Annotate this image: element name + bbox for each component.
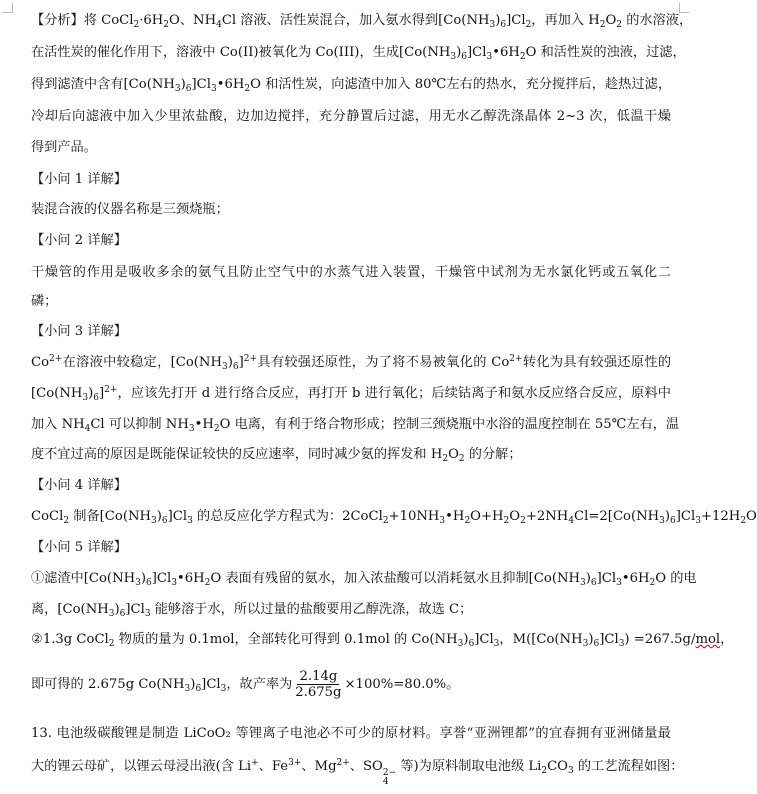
q2-line-2: 磷； [31,294,58,309]
analysis-line-2: 在活性炭的催化作用下，溶液中 Co(II)被氧化为 Co(III)，生成$[Co(NH_3)_6]Cl_3•6H_2O$ 和活性炭的浊液，过滤， [31,45,686,62]
fraction-denominator: 2.675g [295,685,342,700]
analysis-line-3: 得到滤渣中含有$[Co(NH_3)_6]Cl_3•6H_2O$ 和活性炭，向滤渣中加入 80℃左右的热水，充分搅拌后，趁热过滤， [31,77,672,94]
q13-line-2: 大的锂云母矿，以锂云母浸出液(含 Li+、$Fe^{3+}$、$Mg^{2+}$、SO 2− 4 等)为原料制取电池级 $Li_2CO_3$ 的工艺流程如图： [31,758,684,787]
q2-line-1: 干燥管的作用是吸收多余的氨气且防止空气中的水蒸气进入装置，干燥管中试剂为无水氯化钙或五氧化二 [31,265,671,280]
q5-line-2: 离，$[Co(NH_3)_6]Cl_3$ 能够溶于水，所以过量的盐酸要用乙醇洗涤，故选 C； [31,602,473,619]
q5-line-1: ①滤渣中$[Co(NH_3)_6]Cl_3•6H_2O$ 表面有残留的氨水，加入浓盐酸可以消耗氨水且抑制$[Co(NH_3)_6]Cl_3•6H_2O$ 的电 [31,571,697,588]
corner-mark-top-left [3,3,13,13]
q1-heading: 【小问 1 详解】 [31,172,127,187]
q5-heading: 【小问 5 详解】 [31,540,127,555]
q3-line-1: $Co^{2+}$在溶液中较稳定，$[Co(NH_3)_6]^{2+}$具有较强还原性，为了将不易被氧化的 $Co^{2+}$转化为具有较强还原性的 [31,354,672,372]
q13-line-1: 13. 电池级碳酸锂是制造 LiCoO₂ 等锂离子电池必不可少的原材料。享誉“亚洲锂都”的宜春拥有亚洲储量最 [31,726,671,741]
q3-line-3: 加入 $NH_4Cl$ 可以抑制 $NH_3•H_2O$ 电离，有利于络合物形成；控制三颈烧瓶中水浴的温度控制在 55℃左右，温 [31,417,680,434]
spell-check-underline: mol [695,632,721,647]
analysis-line-4: 冷却后向滤液中加入少里浓盐酸，边加边搅拌，充分静置后过滤，用无水乙醇洗涤晶体 2~3 次，低温干燥 [31,109,671,124]
q3-line-2: $[Co(NH_3)_6]^{2+}$，应该先打开 d 进行络合反应，再打开 b 进行氧化；后续钴离子和氨水反应络合反应，原料中 [31,385,671,403]
q4-equation: CoCl$_2$ 制备$[Co(NH_3)_6]Cl_3$ 的总反应化学方程式为：$2CoCl_2+10NH_3•H_2O+H_2O_2+2NH_4Cl=2[Co(NH_3)_6]Cl_3+12H_2O$ [31,509,757,526]
analysis-line-5: 得到产品。 [31,140,97,155]
q4-heading: 【小问 4 详解】 [31,478,127,493]
q3-line-4: 度不宜过高的原因是既能保证较快的反应速率，同时减少氨的挥发和 $H_2O_2$ 的分解； [31,447,522,464]
corner-mark-top-right [679,3,689,13]
fraction-numerator: 2.14g [299,669,338,684]
yield-fraction [293,669,343,700]
q5-line-4: 即可得的 2.675g $Co(NH_3)_6]Cl_3$，故产率为 $\frac{2.14g}{2.675g}$ ×100%=80.0%。 [31,669,460,700]
q1-text: 装混合液的仪器名称是三颈烧瓶； [31,202,229,217]
q3-heading: 【小问 3 详解】 [31,324,127,339]
q5-line-3: ②1.3g CoCl$_2$ 物质的量为 0.1mol，全部转化可得到 0.1mol 的 $Co(NH_3)_6]Cl_3$，$M([Co(NH_3)_6]Cl_3) =267.5g/mol$， [31,632,734,649]
q2-heading: 【小问 2 详解】 [31,233,127,248]
sulfate-charge-stack: 2− 4 [382,768,397,787]
analysis-line-1: 【分析】将 $CoCl_2\cdot 6H_2O$、$NH_4Cl$ 溶液、活性炭混合，加入氨水得到$[Co(NH_3)_6]Cl_2$，再加入 $H_2O_2$ 的水溶液， [31,13,693,30]
